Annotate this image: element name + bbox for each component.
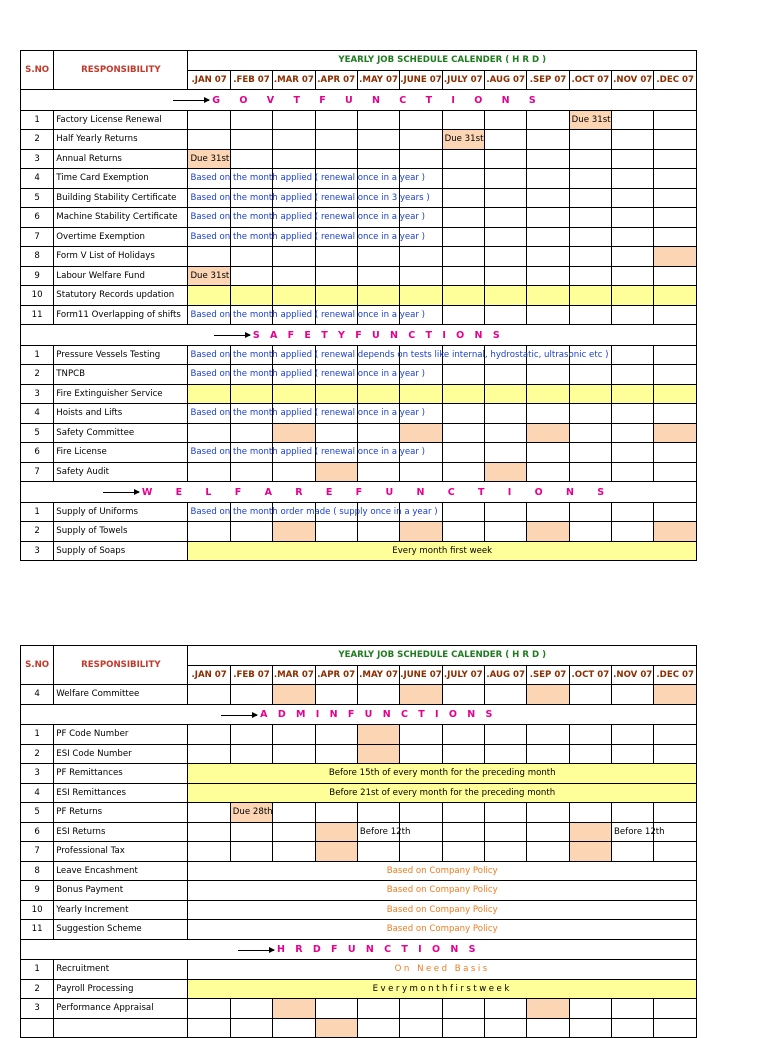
arrow-right-icon bbox=[103, 492, 139, 493]
month-header: .SEP 07 bbox=[527, 70, 569, 90]
table-row: 9 Bonus Payment Based on Company Policy bbox=[21, 881, 697, 901]
table-row: 2 Supply of Towels bbox=[21, 522, 697, 542]
table-row: 10 Yearly Increment Based on Company Policy bbox=[21, 900, 697, 920]
table-row: 1 Pressure Vessels Testing Based on the month applied ( renewal depends on tests like internal, hydrostatic, ultrasonic etc ) bbox=[21, 345, 697, 365]
month-header: .SEP 07 bbox=[527, 665, 569, 685]
month-header: .AUG 07 bbox=[484, 70, 526, 90]
table-row: 2 TNPCB Based on the month applied ( renewal once in a year ) bbox=[21, 365, 697, 385]
table-row: 1 Factory License Renewal Due 31st bbox=[21, 110, 697, 130]
month-header: .FEB 07 bbox=[230, 70, 272, 90]
responsibility-header: RESPONSIBILITY bbox=[54, 646, 188, 685]
table-row: 10 Statutory Records updation bbox=[21, 286, 697, 306]
table-row: 7 Safety Audit bbox=[21, 462, 697, 482]
month-header: .JUNE 07 bbox=[400, 70, 442, 90]
table-row: 4 Time Card Exemption Based on the month applied ( renewal once in a year ) bbox=[21, 169, 697, 189]
month-header: .AUG 07 bbox=[484, 665, 526, 685]
section-safety-functions: S A F E T Y F U N C T I O N S bbox=[21, 325, 697, 346]
table-row: 3 Performance Appraisal bbox=[21, 999, 697, 1019]
month-header: .OCT 07 bbox=[569, 70, 611, 90]
table-row: 4 Hoists and Lifts Based on the month applied ( renewal once in a year ) bbox=[21, 404, 697, 424]
table-row: 2 ESI Code Number bbox=[21, 744, 697, 764]
table-row: 6 Fire License Based on the month applied ( renewal once in a year ) bbox=[21, 443, 697, 463]
arrow-right-icon bbox=[238, 950, 274, 951]
arrow-right-icon bbox=[214, 335, 250, 336]
table-row: 3 Fire Extinguisher Service bbox=[21, 384, 697, 404]
table-row: 6 ESI Returns Before 12th Before 12th bbox=[21, 822, 697, 842]
month-header: .JAN 07 bbox=[188, 70, 230, 90]
month-header: .MAY 07 bbox=[357, 665, 399, 685]
month-header: .JULY 07 bbox=[442, 665, 484, 685]
month-header: .NOV 07 bbox=[612, 70, 654, 90]
schedule-table-1 bbox=[20, 50, 697, 561]
calendar-title: YEARLY JOB SCHEDULE CALENDER ( H R D ) bbox=[188, 51, 697, 71]
month-header: .DEC 07 bbox=[654, 665, 697, 685]
table-row: 6 Machine Stability Certificate Based on the month applied ( renewal once in a year ) bbox=[21, 208, 697, 228]
table-row: 8 Form V List of Holidays bbox=[21, 247, 697, 267]
calendar-title: YEARLY JOB SCHEDULE CALENDER ( H R D ) bbox=[188, 646, 697, 666]
month-header: .APR 07 bbox=[315, 665, 357, 685]
table-row: 4 Welfare Committee bbox=[21, 685, 697, 705]
table-row: 2 Half Yearly Returns Due 31st bbox=[21, 130, 697, 150]
month-header: .JULY 07 bbox=[442, 70, 484, 90]
sno-header: S.NO bbox=[21, 51, 54, 90]
table-row: 3 Annual Returns Due 31st bbox=[21, 149, 697, 169]
table-row: 7 Overtime Exemption Based on the month applied ( renewal once in a year ) bbox=[21, 227, 697, 247]
arrow-right-icon bbox=[221, 715, 257, 716]
month-header: .MAY 07 bbox=[357, 70, 399, 90]
month-header: .OCT 07 bbox=[569, 665, 611, 685]
table-row: 8 Leave Encashment Based on Company Policy bbox=[21, 861, 697, 881]
table-row: 2 Payroll Processing Everymonthfirstweek bbox=[21, 979, 697, 999]
table-row: 1 Supply of Uniforms Based on the month order made ( supply once in a year ) bbox=[21, 502, 697, 522]
table-row: 9 Labour Welfare Fund Due 31st bbox=[21, 266, 697, 286]
responsibility-header: RESPONSIBILITY bbox=[54, 51, 188, 90]
table-row bbox=[21, 1018, 697, 1038]
table-row: 1 Recruitment On Need Basis bbox=[21, 960, 697, 980]
section-hrd-functions: H R D F U N C T I O N S bbox=[21, 939, 697, 960]
month-header: .NOV 07 bbox=[612, 665, 654, 685]
month-header: .MAR 07 bbox=[273, 665, 315, 685]
table-row: 1 PF Code Number bbox=[21, 725, 697, 745]
arrow-right-icon bbox=[173, 100, 209, 101]
table-row: 3 PF Remittances Before 15th of every month for the preceding month bbox=[21, 764, 697, 784]
month-header: .MAR 07 bbox=[273, 70, 315, 90]
table-row: 5 Building Stability Certificate Based on the month applied ( renewal once in 3 years ) bbox=[21, 188, 697, 208]
month-header: .JUNE 07 bbox=[400, 665, 442, 685]
table-row: 7 Professional Tax bbox=[21, 842, 697, 862]
table-row: 5 Safety Committee bbox=[21, 423, 697, 443]
schedule-table-2 bbox=[20, 645, 697, 1038]
sno-header: S.NO bbox=[21, 646, 54, 685]
section-govt-functions: G O V T F U N C T I O N S bbox=[21, 90, 697, 111]
table-row: 11 Suggestion Scheme Based on Company Policy bbox=[21, 920, 697, 940]
section-admin-functions: A D M I N F U N C T I O N S bbox=[21, 704, 697, 725]
table-row: 5 PF Returns Due 28th bbox=[21, 803, 697, 823]
section-welfare-functions: W E L F A R E F U N C T I O N S bbox=[21, 482, 697, 503]
table-row: 3 Supply of Soaps Every month first week bbox=[21, 541, 697, 561]
table-row: 4 ESI Remittances Before 21st of every month for the preceding month bbox=[21, 783, 697, 803]
month-header: .DEC 07 bbox=[654, 70, 697, 90]
table-row: 11 Form11 Overlapping of shifts Based on the month applied ( renewal once in a year ) bbox=[21, 305, 697, 325]
month-header: .FEB 07 bbox=[230, 665, 272, 685]
month-header: .APR 07 bbox=[315, 70, 357, 90]
month-header: .JAN 07 bbox=[188, 665, 230, 685]
